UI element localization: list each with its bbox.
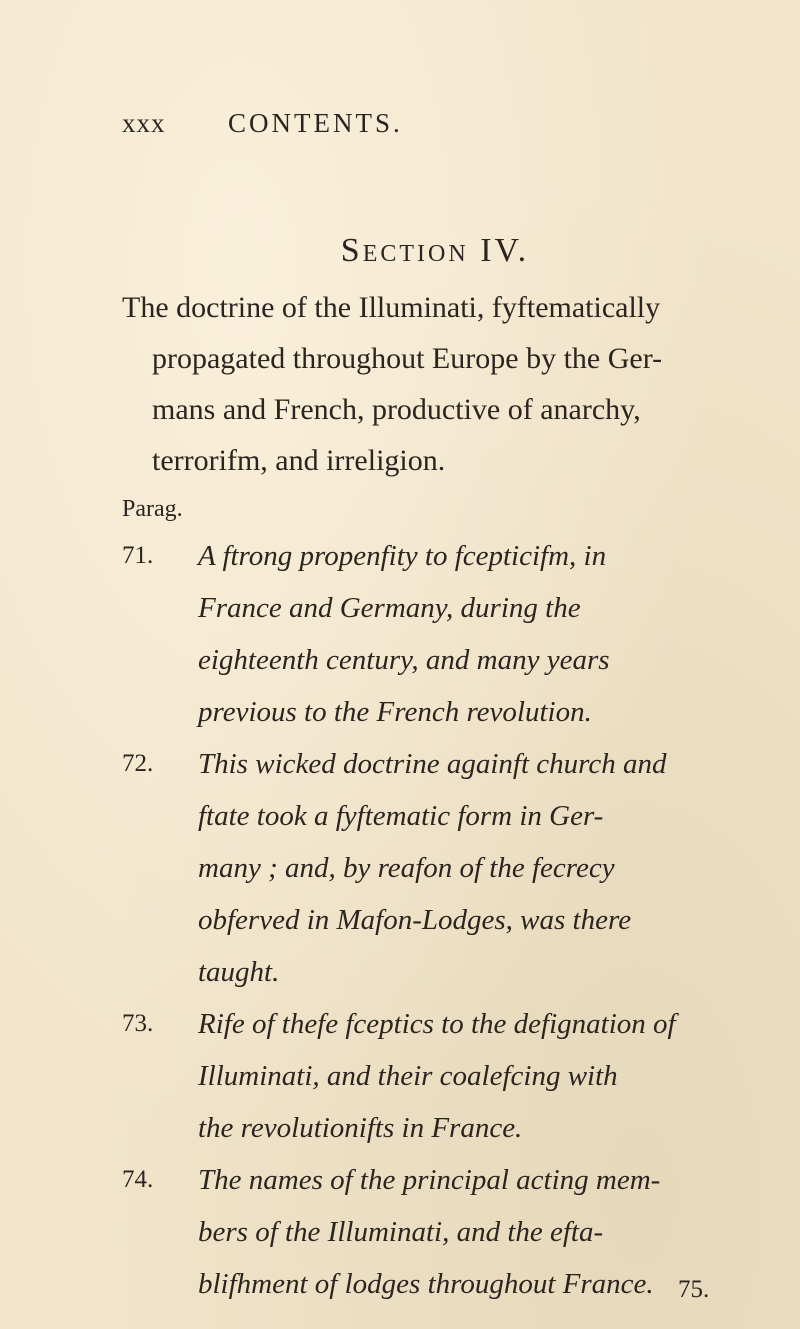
entry-line: Rife of thefe fceptics to the defignation of	[198, 1008, 676, 1040]
entry-line: blifhment of lodges throughout France.	[198, 1268, 654, 1300]
entry-number: 74.	[122, 1166, 154, 1193]
entry-line: The names of the principal acting mem-	[198, 1164, 661, 1196]
entry-number: 73.	[122, 1010, 154, 1037]
summary-line: terrorifm, and irreligion.	[152, 444, 446, 477]
entry-line: A ftrong propenfity to fcepticifm, in	[198, 540, 607, 572]
entry-text	[198, 998, 778, 1154]
summary-line: mans and French, productive of anarchy,	[152, 393, 641, 426]
entry-line: This wicked doctrine againft church and	[198, 748, 667, 780]
summary-line: propagated throughout Europe by the Ger-	[152, 342, 663, 375]
running-head-title: CONTENTS.	[228, 108, 403, 138]
entry-line: many ; and, by reafon of the fecrecy	[198, 852, 615, 884]
entry-text	[198, 530, 778, 738]
entry-line: taught.	[198, 956, 280, 988]
page-folio: xxx	[122, 108, 166, 138]
section-heading: Section IV.	[340, 232, 530, 269]
entry-line: the revolutionifts in France.	[198, 1112, 523, 1144]
summary-line: The doctrine of the Illuminati, fyftematically	[122, 291, 661, 324]
entry-line: previous to the French revolution.	[198, 696, 592, 728]
catchword: 75.	[678, 1276, 710, 1303]
entry-text	[198, 738, 778, 998]
running-head	[0, 108, 800, 148]
entry-line: eighteenth century, and many years	[198, 644, 610, 676]
entry-line: ftate took a fyftematic form in Ger-	[198, 800, 604, 832]
entry-line: France and Germany, during the	[198, 592, 581, 624]
paragraph-column-label: Parag.	[122, 496, 183, 522]
section-summary	[122, 282, 762, 486]
entry-line: Illuminati, and their coalefcing with	[198, 1060, 618, 1092]
entry-line: bers of the Illuminati, and the efta-	[198, 1216, 604, 1248]
entry-number: 72.	[122, 750, 154, 777]
entry-number: 71.	[122, 542, 154, 569]
entry-line: obferved in Mafon-Lodges, was there	[198, 904, 632, 936]
